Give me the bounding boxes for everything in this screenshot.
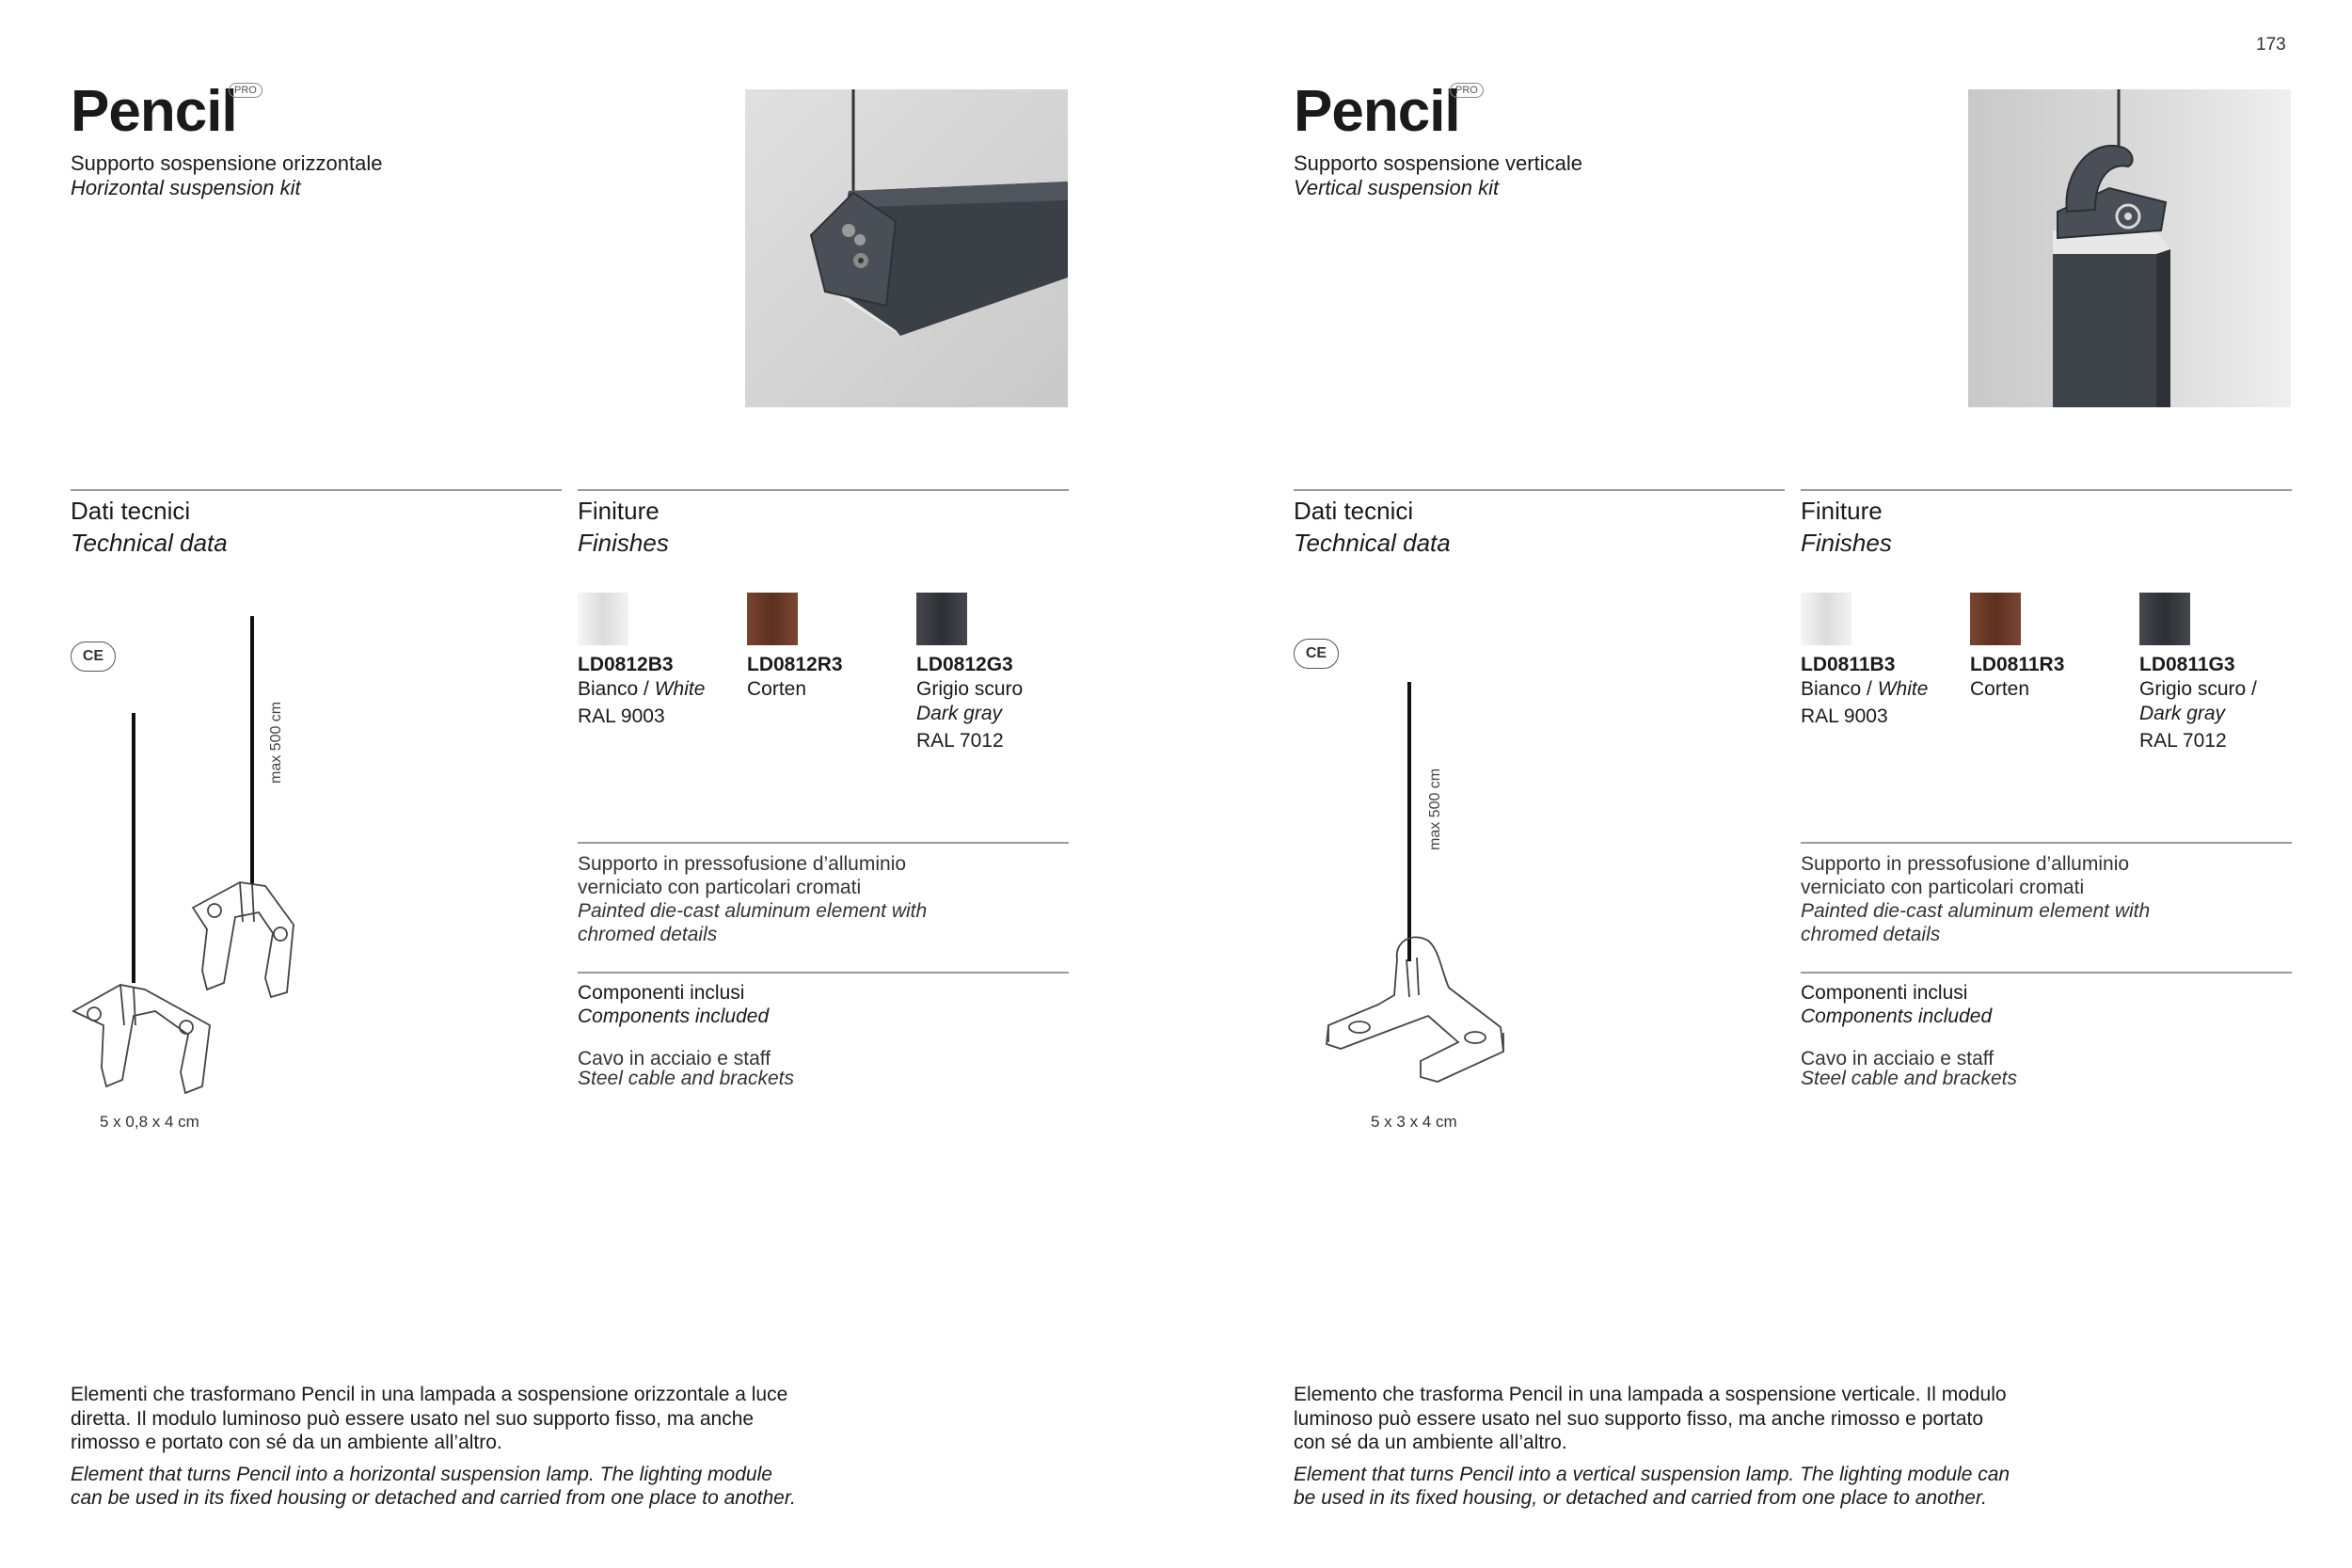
description-it-line: verniciato con particolari cromati <box>1801 877 2085 898</box>
swatch-dark-gray <box>916 593 967 645</box>
components-item-it: Cavo in acciaio e staff <box>1801 1048 1994 1069</box>
finishes-title-it: Finiture <box>1801 497 1883 525</box>
components-section <box>1801 981 2290 1088</box>
technical-drawing-horizontal <box>66 611 348 1110</box>
finish-name-it: Grigio scuro <box>916 678 1024 700</box>
components-item-en: Steel cable and brackets <box>1801 1068 2017 1089</box>
divider <box>1801 972 2292 974</box>
finish-code: LD0811R3 <box>1970 654 2065 675</box>
product-photo-horizontal <box>745 89 1068 407</box>
finish-ral: RAL 7012 <box>2139 730 2227 752</box>
finish-code: LD0812R3 <box>747 654 843 675</box>
components-item-en: Steel cable and brackets <box>578 1068 794 1089</box>
body-en-line: Element that turns Pencil into a horizontal suspension lamp. The lighting module <box>71 1463 772 1485</box>
description-en-line: chromed details <box>1801 924 1941 945</box>
finish-name-it: Corten <box>747 678 807 700</box>
subtitle-en: Vertical suspension kit <box>1294 176 1500 199</box>
pro-badge: PRO <box>1450 83 1484 98</box>
finish-name-it: Corten <box>1970 678 2030 700</box>
finishes-title-en: Finishes <box>578 529 669 557</box>
components-title-it: Componenti inclusi <box>1801 982 1968 1004</box>
ce-mark: CE <box>71 641 116 672</box>
finish-code: LD0811B3 <box>1801 654 1896 675</box>
finish-white <box>1801 593 1961 729</box>
dimensions-label: 5 x 3 x 4 cm <box>1371 1113 1457 1131</box>
finish-name-it: Bianco / <box>578 678 655 700</box>
body-it-line: rimosso e portato con sé da un ambiente all’altro. <box>71 1432 502 1453</box>
finishes-title-en: Finishes <box>1801 529 1892 557</box>
max-length-label: max 500 cm <box>268 701 284 784</box>
product-title: Pencil <box>71 79 237 144</box>
components-item-it: Cavo in acciaio e staff <box>578 1048 771 1069</box>
body-en-line: be used in its fixed housing, or detached and carried from one place to another. <box>1294 1487 1988 1509</box>
components-title-en: Components included <box>578 1006 770 1027</box>
product-description <box>1294 1383 2140 1511</box>
finish-name-en: White <box>654 678 706 700</box>
divider <box>1294 489 1785 491</box>
body-en-line: Element that turns Pencil into a vertical suspension lamp. The lighting module can <box>1294 1463 2010 1485</box>
finish-ral: RAL 9003 <box>578 705 665 727</box>
tech-data-title-en: Technical data <box>1294 529 1451 557</box>
page-number: 173 <box>2256 35 2286 55</box>
body-it-line: diretta. Il modulo luminoso può essere usato nel suo supporto fisso, ma anche <box>71 1407 755 1430</box>
subtitle-it: Supporto sospensione orizzontale <box>71 151 383 175</box>
divider <box>1801 842 2292 844</box>
divider <box>71 489 562 491</box>
finish-code: LD0812B3 <box>578 654 674 675</box>
description-it-line: Supporto in pressofusione d’alluminio <box>578 853 907 875</box>
swatch-corten <box>1970 593 2021 645</box>
finish-name-en: Dark gray <box>916 703 1003 724</box>
finish-white <box>578 593 738 729</box>
description-it-line: verniciato con particolari cromati <box>578 877 862 898</box>
divider <box>578 842 1069 844</box>
description-en-line: chromed details <box>578 924 718 945</box>
components-section <box>578 981 1067 1088</box>
swatch-white <box>1801 593 1851 645</box>
finish-swatches <box>578 593 1086 762</box>
finish-name-en: White <box>1877 678 1929 700</box>
finish-name-it: Grigio scuro / <box>2139 678 2257 700</box>
swatch-corten <box>747 593 798 645</box>
description-en-line: Painted die-cast aluminum element with <box>1801 900 2151 922</box>
swatch-white <box>578 593 628 645</box>
divider <box>1801 489 2292 491</box>
subtitle-en: Horizontal suspension kit <box>71 176 301 199</box>
components-title-en: Components included <box>1801 1006 1993 1027</box>
max-length-label: max 500 cm <box>1427 768 1443 850</box>
technical-drawing-vertical <box>1317 677 1534 1101</box>
product-description <box>71 1383 917 1511</box>
finish-ral: RAL 7012 <box>916 730 1004 752</box>
description-en-line: Painted die-cast aluminum element with <box>578 900 928 922</box>
body-it-line: luminoso può essere usato nel suo supporto fisso, ma anche rimosso e portato <box>1294 1407 1984 1430</box>
finish-swatches <box>1801 593 2309 762</box>
body-it-line: con sé da un ambiente all’altro. <box>1294 1432 1567 1453</box>
tech-data-title-it: Dati tecnici <box>1294 497 1414 525</box>
finish-ral: RAL 9003 <box>1801 705 1888 727</box>
ce-mark: CE <box>1294 639 1339 669</box>
dimensions-label: 5 x 0,8 x 4 cm <box>100 1113 199 1131</box>
pro-badge: PRO <box>229 83 262 98</box>
body-it-line: Elemento che trasforma Pencil in una lampada a sospensione verticale. Il modulo <box>1294 1384 2007 1405</box>
finish-corten <box>747 593 907 702</box>
finish-name-it: Bianco / <box>1801 678 1878 700</box>
finish-corten <box>1970 593 2130 702</box>
finish-dark-gray <box>916 593 1086 753</box>
horizontal-lamp-image <box>745 89 1068 407</box>
finish-code: LD0812G3 <box>916 654 1013 675</box>
material-description <box>578 852 1067 946</box>
product-title: Pencil <box>1294 79 1460 144</box>
components-title-it: Componenti inclusi <box>578 982 745 1004</box>
product-photo-vertical <box>1968 89 2291 407</box>
finish-name-en: Dark gray <box>2139 703 2226 724</box>
vertical-lamp-image <box>1968 89 2291 407</box>
description-it-line: Supporto in pressofusione d’alluminio <box>1801 853 2130 875</box>
tech-data-title-it: Dati tecnici <box>71 497 191 525</box>
body-it-line: Elementi che trasformano Pencil in una lampada a sospensione orizzontale a luce <box>71 1384 788 1405</box>
finish-dark-gray <box>2139 593 2309 753</box>
tech-data-title-en: Technical data <box>71 529 228 557</box>
finishes-title-it: Finiture <box>578 497 660 525</box>
subtitle-it: Supporto sospensione verticale <box>1294 151 1582 175</box>
material-description <box>1801 852 2290 946</box>
body-en-line: can be used in its fixed housing or detached and carried from one place to another. <box>71 1487 796 1509</box>
divider <box>578 489 1069 491</box>
divider <box>578 972 1069 974</box>
swatch-dark-gray <box>2139 593 2190 645</box>
finish-code: LD0811G3 <box>2139 654 2235 675</box>
